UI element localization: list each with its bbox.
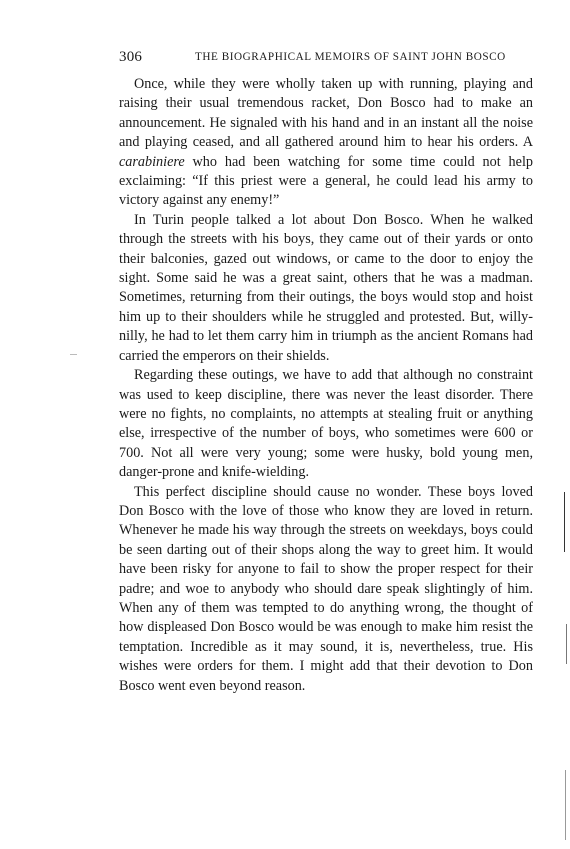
running-title: THE BIOGRAPHICAL MEMOIRS OF SAINT JOHN BOSCO [195,51,506,63]
scan-artifact-mark [70,354,77,355]
scan-edge-line [566,624,567,664]
paragraph-2: In Turin people talked a lot about Don Bosco. When he walked through the streets with his boys, they came out of their yards or onto their balconies, gazed out windows, or came to the door to enjoy the sight. Some said he was a great saint, others that he was a madman. Sometimes, returning from their outings, the boys would stop and hoist him up to their shoulders while he struggled and protested. But, willy-nilly, he had to let them carry him in triumph as the ancient Romans had carried the emperors on their shields. [119,211,533,364]
page-number: 306 [119,49,143,65]
italic-term: carabiniere [119,153,185,170]
running-head [119,49,533,69]
scan-edge-line [564,492,565,552]
paragraph-1 [119,75,533,211]
scan-edge-line [565,770,566,840]
paragraph-3: Regarding these outings, we have to add that although no constraint was used to keep discipline, there was never the least disorder. There were no fights, no complaints, no attempts at stealing fruit or anything else, irrespective of the number of boys, who sometimes were 600 or 700. Not all were very young; some were husky, bold young men, danger-prone and knife-wielding. [119,367,533,481]
paragraph-1-text-end: who had been watching for some time could not help exclaiming: “If this priest were a general, he could lead his army to victory against any enemy!” [119,153,533,209]
paragraph-4: This perfect discipline should cause no wonder. These boys loved Don Bosco with the love of those who know they are loved in return. Whenever he made his way through the streets on weekdays, boys could be seen darting out of their shops along the way to greet him. It would have been risky for anyone to fail to show the proper respect for their padre; and woe to anybody who should dare speak slightingly of him. When any of them was tempted to do anything wrong, the thought of how displeased Don Bosco would be was enough to make him resist the temptation. Incredible as it may sound, it is, nevertheless, true. His wishes were orders for them. I might add that their devotion to Don Bosco went even beyond reason. [119,483,533,694]
body-text [119,75,533,696]
paragraph-1-text-start: Once, while they were wholly taken up with running, playing and raising their usual tremendous racket, Don Bosco had to make an announcement. He signaled with his hand and in an instant all the noise and playing ceased, and all gathered around him to hear his orders. A [119,76,533,151]
